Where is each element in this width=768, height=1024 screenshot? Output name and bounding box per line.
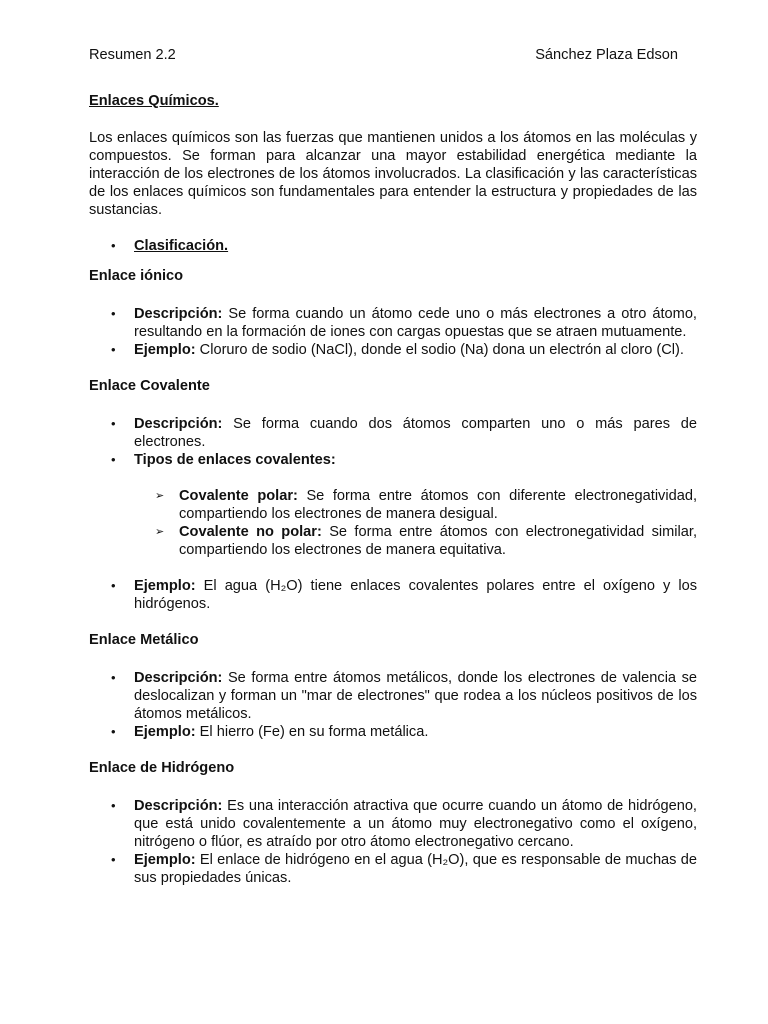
list-item [89,341,697,359]
ionic-list [89,305,697,359]
list-item [89,577,697,613]
list-item [89,797,697,851]
item-label: Descripción: [134,670,223,686]
section-heading-hydrogen: Enlace de Hidrógeno [89,760,235,776]
item-label: Covalente polar: [179,488,298,504]
list-item [89,851,697,887]
item-label: Descripción: [134,798,223,814]
item-text: Se forma entre átomos con electronegatividad similar, compartiendo los electrones de manera equitativa. [179,524,698,558]
header-right-text: Sánchez Plaza Edson [535,47,678,63]
item-label: Ejemplo: [134,342,196,358]
covalent-example-list [89,577,697,613]
covalent-list [89,415,697,469]
classification-heading: Clasificación. [134,238,229,254]
item-text: El enlace de hidrógeno en el agua (H₂O), que es responsable de muchas de sus propiedades únicas. [134,852,697,886]
document-body [89,92,697,887]
section-heading-ionic: Enlace iónico [89,268,184,284]
item-text: Cloruro de sodio (NaCl), donde el sodio (Na) dona un electrón al cloro (Cl). [195,342,684,358]
hydrogen-list [89,797,697,887]
item-label: Ejemplo: [134,578,196,594]
item-text: Es una interacción atractiva que ocurre cuando un átomo de hidrógeno, que está unido covalentemente a un átomo muy electronegativo como el oxígeno, nitrógeno o flúor, es atraído por otro átomo electronegativo cercano. [134,798,697,850]
covalent-types-list [89,487,697,559]
page-header [89,46,678,64]
item-text: Se forma entre átomos con diferente electronegatividad, compartiendo los electrones de manera desigual. [179,488,697,522]
list-item [89,669,697,723]
item-label: Tipos de enlaces covalentes: [134,452,336,468]
intro-paragraph: Los enlaces químicos son las fuerzas que mantienen unidos a los átomos en las moléculas y compuestos. Se forman para alcanzar una mayor estabilidad energética mediante la interacción de los electrones de los átomos involucrados. La clasificación y las características de los enlaces químicos son fundamentales para entender la estructura y propiedades de las sustancias. [89,130,697,218]
item-text: El agua (H₂O) tiene enlaces covalentes polares entre el oxígeno y los hidrógenos. [134,578,697,612]
item-text: El hierro (Fe) en su forma metálica. [195,724,429,740]
item-label: Covalente no polar: [179,524,322,540]
item-text: Se forma cuando un átomo cede uno o más electrones a otro átomo, resultando en la formación de iones con cargas opuestas que se atraen mutuamente. [134,306,697,340]
list-item [89,723,697,741]
item-text: Se forma cuando dos átomos comparten uno o más pares de electrones. [134,416,697,450]
list-item [89,415,697,451]
section-heading-metallic: Enlace Metálico [89,632,199,648]
sub-list-item [89,523,697,559]
list-item [89,305,697,341]
metallic-list [89,669,697,741]
list-item [89,451,697,469]
sub-list-item [89,487,697,523]
header-left-text: Resumen 2.2 [89,47,176,63]
item-label: Ejemplo: [134,852,196,868]
item-label: Ejemplo: [134,724,196,740]
document-title: Enlaces Químicos. [89,93,219,109]
item-label: Descripción: [134,306,223,322]
item-text: Se forma entre átomos metálicos, donde los electrones de valencia se deslocalizan y forman un "mar de electrones" que rodea a los núcleos positivos de los átomos metálicos. [134,670,697,722]
item-label: Descripción: [134,416,223,432]
classification-list [89,237,697,255]
classification-item [89,237,697,255]
section-heading-covalent: Enlace Covalente [89,378,210,394]
